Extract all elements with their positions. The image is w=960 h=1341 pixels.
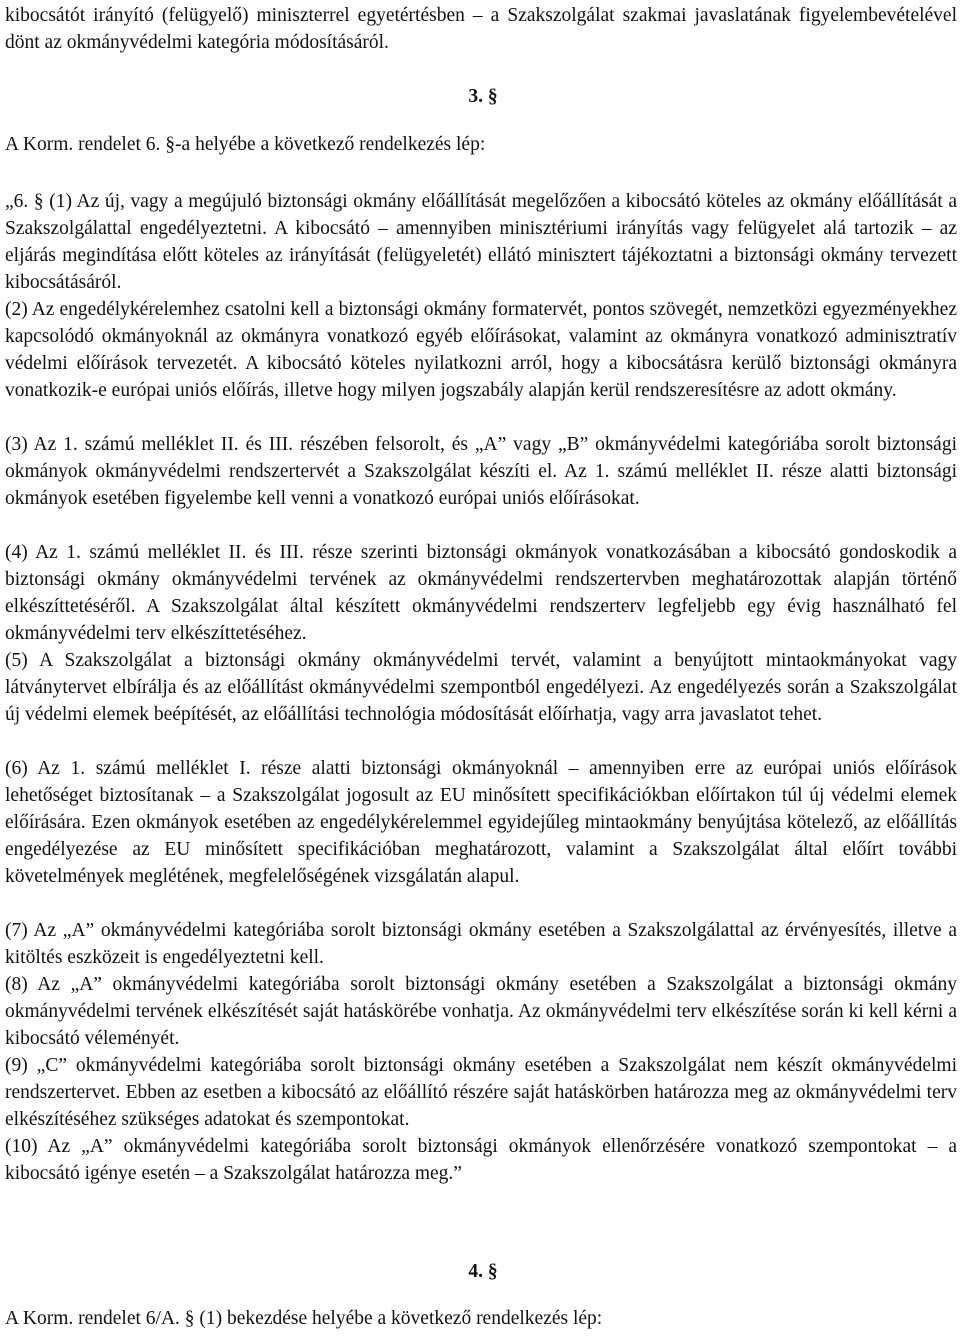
paragraph-6-10: (10) Az „A” okmányvédelmi kategóriába sorolt biztonsági okmányok ellenőrzésére vonatkozó szempontokat – a kibocsátó igénye esetén – a Szakszolgálat határozza meg.” bbox=[5, 1136, 957, 1184]
section-4-heading: 4. § bbox=[468, 1261, 498, 1282]
paragraph-6-3: (3) Az 1. számú melléklet II. és III. részében felsorolt, és „A” vagy „B” okmányvédelmi kategóriába sorolt biztonsági okmányok okmányvédelmi rendszertervét a Szakszolgálat készíti el. Az 1. számú melléklet II. része alatti biztonsági okmányok esetében figyelembe kell venni a vonatkozó európai uniós előírásokat. bbox=[5, 434, 957, 509]
paragraph-6-7: (7) Az „A” okmányvédelmi kategóriába sorolt biztonsági okmány esetében a Szakszolgálattal az érvényesítés, illetve a kitöltés eszközeit is engedélyeztetni kell. bbox=[5, 920, 957, 968]
paragraph-6-9: (9) „C” okmányvédelmi kategóriába sorolt biztonsági okmány esetében a Szakszolgálat nem készít okmányvédelmi rendszertervet. Ebben az esetben a kibocsátó az előállító részére saját hatáskörben határozza meg az okmányvédelmi terv elkészítéséhez szükséges adatokat és szempontokat. bbox=[5, 1055, 957, 1130]
paragraph-6-5: (5) A Szakszolgálat a biztonsági okmány okmányvédelmi tervét, valamint a benyújtott mintaokmányokat vagy látványtervet elbírálja és az előállítást okmányvédelmi szempontból engedélyezi. Az engedélyezés során a Szakszolgálat új védelmi elemek beépítését, az előállítási technológia módosítását előírhatja, vagy arra javaslatot tehet. bbox=[5, 650, 957, 725]
paragraph-6-1: „6. § (1) Az új, vagy a megújuló biztonsági okmány előállítását megelőzően a kibocsátó köteles az okmány előállítását a Szakszolgálattal engedélyeztetni. A kibocsátó – amennyiben minisztériumi irányítás vagy felügyelet alá tartozik – az eljárás megindítása előtt köteles az irányítását (felügyeletét) ellátó minisztert tájékoztatni a biztonsági okmány tervezett kibocsátásáról. bbox=[5, 191, 957, 293]
section-3-heading: 3. § bbox=[468, 86, 498, 107]
paragraph-6-8: (8) Az „A” okmányvédelmi kategóriába sorolt biztonsági okmány esetében a Szakszolgálat a biztonsági okmány okmányvédelmi tervének elkészítését saját hatáskörébe vonhatja. Az okmányvédelmi terv elkészítése során ki kell kérni a kibocsátó véleményét. bbox=[5, 974, 957, 1049]
paragraph-6-4: (4) Az 1. számú melléklet II. és III. része szerinti biztonsági okmányok vonatkozásában a kibocsátó gondoskodik a biztonsági okmány okmányvédelmi tervének az okmányvédelmi rendszertervben meghatározottak alapján történő elkészíttetéséről. A Szakszolgálat által készített okmányvédelmi rendszerterv legfeljebb egy évig használható fel okmányvédelmi terv elkészíttetéséhez. bbox=[5, 542, 957, 644]
section-3-intro: A Korm. rendelet 6. §-a helyébe a következő rendelkezés lép: bbox=[5, 134, 486, 155]
intro-fragment: kibocsátót irányító (felügyelő) miniszterrel egyetértésben – a Szakszolgálat szakmai javaslatának figyelembevételével dönt az okmányvédelmi kategória módosításáról. bbox=[5, 5, 957, 53]
paragraph-6-2: (2) Az engedélykérelemhez csatolni kell a biztonsági okmány formatervét, pontos szövegét, nemzetközi egyezményekhez kapcsolódó okmányoknál az okmányra vonatkozó egyéb előírásokat, valamint az okmányra vonatkozó adminisztratív védelmi előírások tervezetét. A kibocsátó köteles nyilatkozni arról, hogy a kibocsátásra kerülő biztonsági okmányra vonatkozik-e európai uniós előírás, illetve hogy milyen jogszabály alapján kerül rendszeresítésre az adott okmány. bbox=[5, 299, 957, 401]
section-4-intro: A Korm. rendelet 6/A. § (1) bekezdése helyébe a következő rendelkezés lép: bbox=[5, 1308, 603, 1329]
paragraph-6-6: (6) Az 1. számú melléklet I. része alatti biztonsági okmányoknál – amennyiben erre az európai uniós előírások lehetőséget biztosítanak – a Szakszolgálat jogosult az EU minősített specifikációkban előírtakon túl új védelmi elemek előírására. Ezen okmányok esetében az engedélykérelemmel egyidejűleg mintaokmány benyújtása kötelező, az előállítás engedélyezése az EU minősített specifikációban meghatározott, valamint a Szakszolgálat által előírt további követelmények meglétének, megfelelőségének vizsgálatán alapul. bbox=[5, 758, 957, 887]
